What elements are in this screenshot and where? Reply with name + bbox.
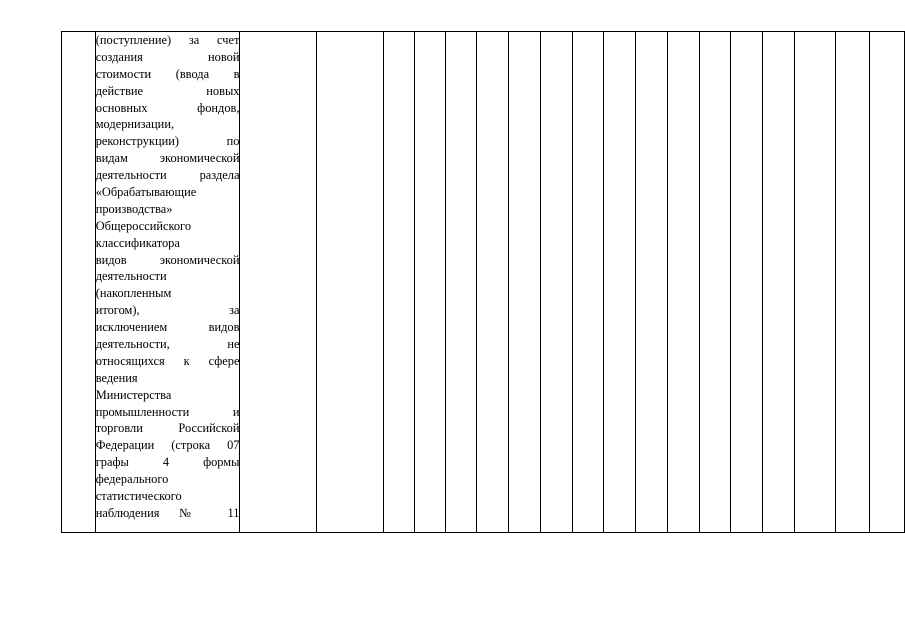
description-line: видов экономической [95, 252, 240, 267]
description-line: торговли Российской [95, 421, 240, 436]
description-line: производства» [95, 201, 173, 216]
description-line: деятельности, не [95, 337, 240, 352]
description-line: деятельности раздела [95, 168, 240, 183]
description-line: деятельности [95, 269, 167, 284]
data-cell [836, 32, 870, 533]
description-line: промышленности и [95, 404, 240, 419]
description-line: Министерства [95, 387, 172, 402]
description-line: федерального [95, 472, 169, 487]
description-line: Федерации (строка 07 [95, 438, 240, 453]
data-cell [509, 32, 541, 533]
data-cell [763, 32, 795, 533]
data-cell [870, 32, 905, 533]
data-cell [414, 32, 445, 533]
description-line: стоимости (ввода в [95, 66, 240, 81]
data-cell [477, 32, 509, 533]
data-cell [240, 32, 316, 533]
description-line: итогом), за [95, 303, 240, 318]
data-cell [667, 32, 699, 533]
description-line: (поступление) за счет [95, 33, 240, 47]
description-line: статистического [95, 489, 182, 504]
indicator-description-cell [95, 32, 240, 533]
description-line: создания новой [95, 49, 240, 64]
description-line: ведения [95, 370, 138, 385]
description-line: видам экономической [95, 151, 240, 166]
description-line: основных фондов, [95, 100, 240, 115]
description-line: наблюдения № 11 [95, 505, 240, 520]
row-number-cell [62, 32, 96, 533]
indicator-table [61, 31, 905, 533]
description-line: относящихся к сфере [95, 353, 240, 368]
description-line: исключением видов [95, 320, 240, 335]
data-cell [540, 32, 572, 533]
table-row [62, 32, 905, 533]
data-cell [604, 32, 636, 533]
description-line: модернизации, [95, 117, 175, 132]
data-cell [699, 32, 731, 533]
description-line: действие новых [95, 83, 240, 98]
data-cell [636, 32, 668, 533]
description-line: Общероссийского [95, 218, 192, 233]
description-line: классификатора [95, 235, 180, 250]
description-line: графы 4 формы [95, 455, 240, 470]
data-cell [384, 32, 415, 533]
data-cell [445, 32, 477, 533]
data-cell [731, 32, 763, 533]
description-line: (накопленным [95, 286, 172, 301]
description-line: реконструкции) по [95, 134, 240, 149]
description-line: «Обрабатывающие [95, 185, 197, 200]
data-cell [572, 32, 604, 533]
data-cell [316, 32, 383, 533]
data-cell [794, 32, 836, 533]
